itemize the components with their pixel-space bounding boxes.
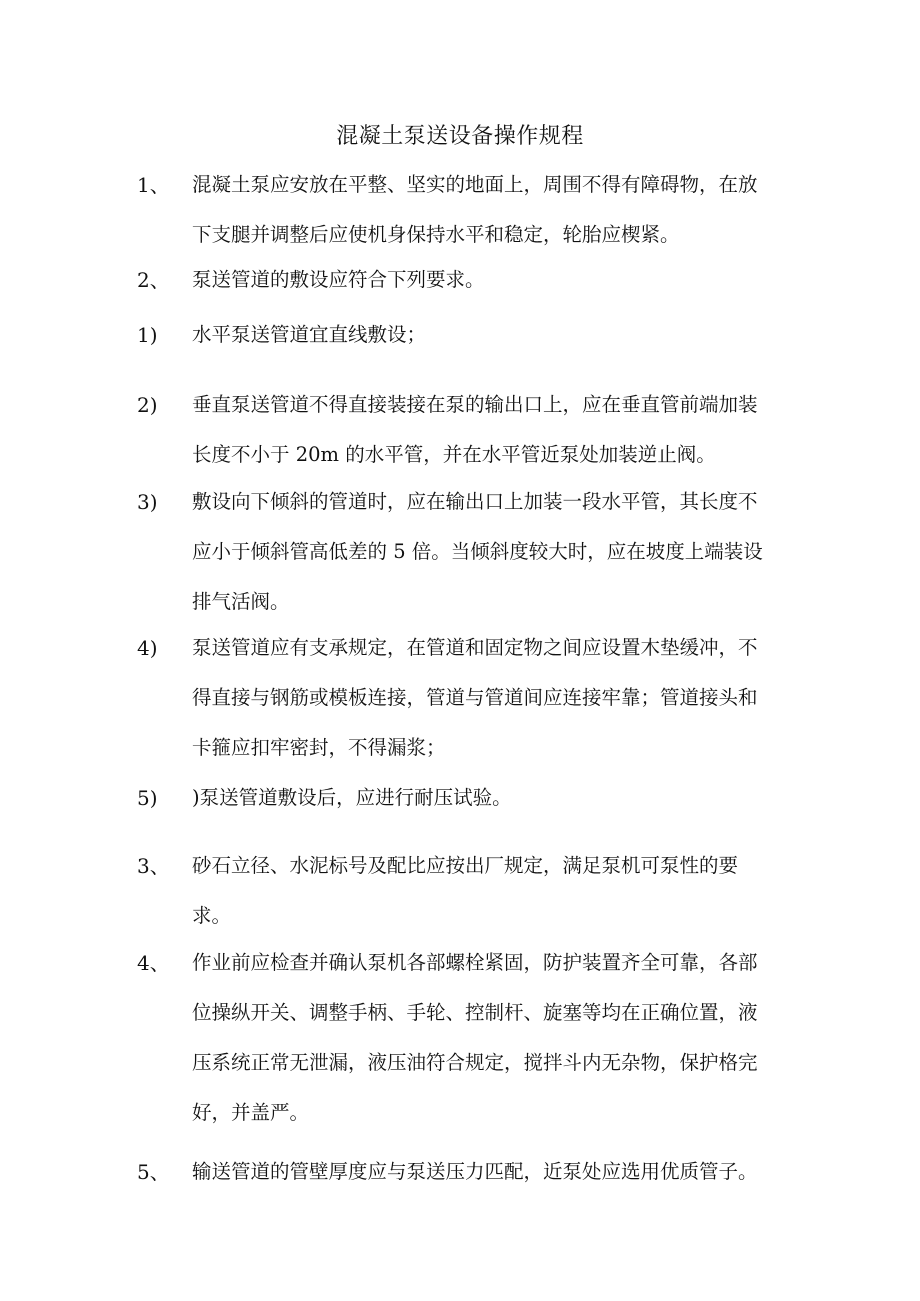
item-number: 2、 (137, 268, 170, 292)
text-line: 压系统正常无泄漏，液压油符合规定，搅拌斗内无杂物，保护格完 (192, 1051, 758, 1074)
text-line: 砂石立径、水泥标号及配比应按出厂规定，满足泵机可泵性的要 (192, 854, 739, 877)
item-number: 4、 (137, 951, 170, 975)
text-line: 泵送管道应有支承规定，在管道和固定物之间应设置木垫缓冲，不 (192, 636, 758, 659)
item-text (192, 160, 790, 260)
item-text (192, 310, 790, 360)
item-number: 2) (137, 393, 158, 417)
text-line: 输送管道的管壁厚度应与泵送压力匹配，近泵处应选用优质管子。 (192, 1160, 758, 1183)
text-line: 应小于倾斜管高低差的 5 倍。当倾斜度较大时，应在坡度上端装设 (192, 540, 763, 563)
item-number: 3) (137, 490, 158, 514)
item-number: 5) (137, 786, 158, 810)
item-number: 1、 (137, 173, 170, 197)
text-line: )泵送管道敷设后，应进行耐压试验。 (192, 786, 512, 809)
text-line: 求。 (192, 904, 232, 927)
item-text (192, 773, 790, 823)
text-line: 下支腿并调整后应使机身保持水平和稳定，轮胎应楔紧。 (192, 223, 680, 246)
item-text (192, 841, 790, 941)
page-title: 混凝土泵送设备操作规程 (336, 124, 584, 149)
item-text (192, 477, 790, 627)
item-text (192, 623, 790, 773)
text-line: 泵送管道的敷设应符合下列要求。 (192, 268, 485, 291)
item-number: 1) (137, 323, 158, 347)
text-line: 混凝土泵应安放在平整、坚实的地面上，周围不得有障碍物，在放 (192, 173, 758, 196)
item-number: 4) (137, 636, 158, 660)
item-text (192, 380, 790, 480)
item-text (192, 255, 790, 305)
text-line: 位操纵开关、调整手柄、手轮、控制杆、旋塞等均在正确位置，液 (192, 1001, 758, 1024)
text-line: 得直接与钢筋或模板连接，管道与管道间应连接牢靠；管道接头和 (192, 686, 758, 709)
text-line: 垂直泵送管道不得直接装接在泵的输出口上，应在垂直管前端加装 (192, 393, 758, 416)
text-line: 排气活阀。 (192, 590, 290, 613)
text-line: 好，并盖严。 (192, 1101, 310, 1124)
item-text (192, 938, 790, 1138)
item-text (192, 1147, 790, 1197)
text-line: 敷设向下倾斜的管道时，应在输出口上加装一段水平管，其长度不 (192, 490, 758, 513)
text-line: 作业前应检查并确认泵机各部螺栓紧固，防护装置齐全可靠，各部 (192, 951, 758, 974)
text-line: 卡箍应扣牢密封，不得漏浆； (192, 736, 446, 759)
text-line: 长度不小于 20m 的水平管，并在水平管近泵处加装逆止阀。 (192, 443, 716, 466)
item-number: 5、 (137, 1160, 170, 1184)
text-line: 水平泵送管道宜直线敷设； (192, 323, 427, 346)
item-number: 3、 (137, 854, 170, 878)
